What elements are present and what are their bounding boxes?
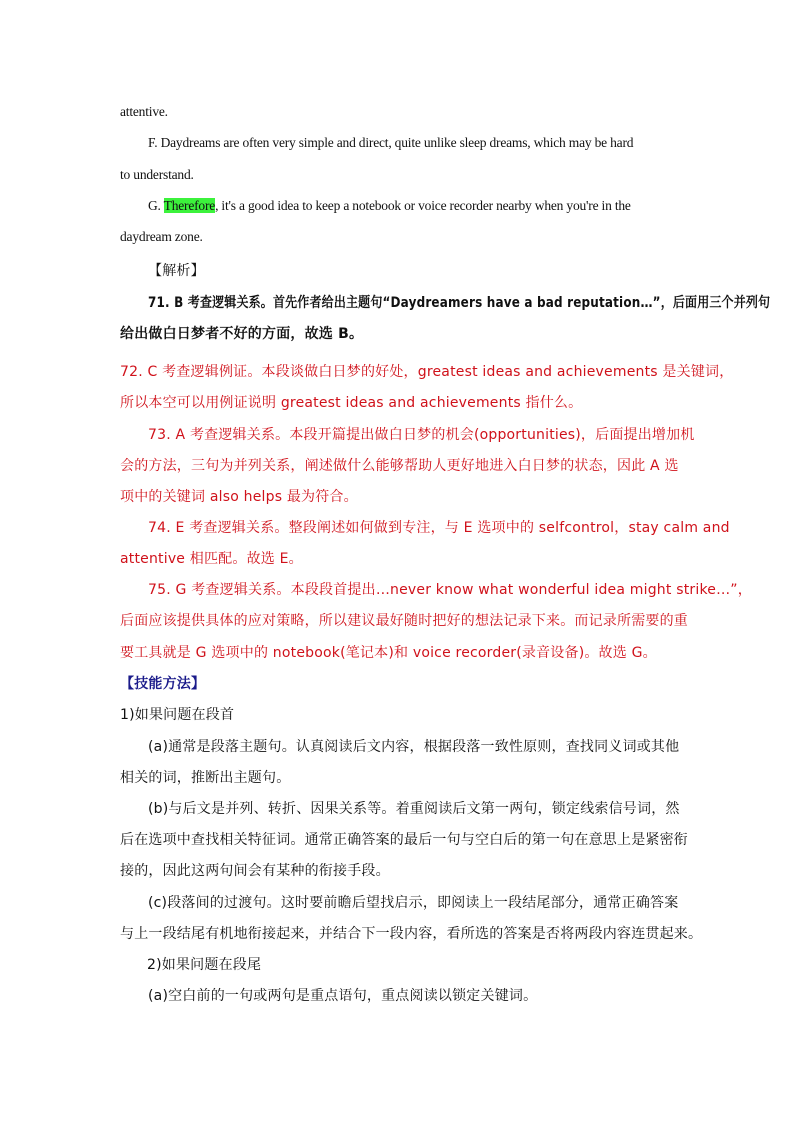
option-g-line1	[148, 196, 631, 216]
option-g-rest: , it's a good idea to keep a notebook or voice recorder nearby when you're in the	[215, 198, 631, 213]
skills-a-line1: (a)通常是段落主题句。认真阅读后文内容，根据段落一致性原则，查找同义词或其他	[148, 739, 680, 755]
option-g-line2: daydream zone.	[120, 229, 203, 244]
option-f-line1: F. Daydreams are often very simple and direct, quite unlike sleep dreams, which may be hard	[148, 135, 634, 150]
answer-73-line3: 项中的关键词 also helps 最为符合。	[120, 489, 358, 505]
skills-b-line3: 接的，因此这两句间会有某种的衔接手段。	[120, 863, 390, 879]
skills-point1-title: 1)如果问题在段首	[120, 707, 235, 723]
option-f-line2: to understand.	[120, 167, 194, 182]
answer-71-line2: 给出做白日梦者不好的方面，故选 B。	[120, 326, 364, 342]
analysis-heading: 【解析】	[148, 263, 205, 279]
answer-75-line2: 后面应该提供具体的应对策略，所以建议最好随时把好的想法记录下来。而记录所需要的重	[120, 613, 688, 629]
option-e-tail: attentive.	[120, 104, 168, 119]
skills-heading: 【技能方法】	[120, 676, 206, 692]
option-g-prefix: G.	[148, 198, 164, 213]
skills-a-line2: 相关的词，推断出主题句。	[120, 770, 291, 786]
skills-b-line1: (b)与后文是并列、转折、因果关系等。着重阅读后文第一两句，锁定线索信号词，然	[148, 801, 680, 817]
skills-c-line2: 与上一段结尾有机地衔接起来，并结合下一段内容，看所选的答案是否将两段内容连贯起来。	[120, 926, 703, 942]
answer-75-line1: 75. G 考查逻辑关系。本段段首提出…never know what wonderful idea might strike…”，	[148, 582, 752, 598]
answer-73-line2: 会的方法，三句为并列关系，阐述做什么能够帮助人更好地进入白日梦的状态，因此 A 选	[120, 458, 679, 474]
answer-72-line1: 72. C 考查逻辑例证。本段谈做白日梦的好处，greatest ideas and achievements 是关键词，	[120, 364, 734, 380]
skills-b-line2: 后在选项中查找相关特征词。通常正确答案的最后一句与空白后的第一句在意思上是紧密衔	[120, 832, 688, 848]
answer-71-line1: 71. B 考查逻辑关系。首先作者给出主题句“Daydreamers have a bad reputation…”，后面用三个并列句	[148, 295, 771, 311]
skills-point2-title: 2)如果问题在段尾	[147, 957, 262, 973]
answer-74-line1: 74. E 考查逻辑关系。整段阐述如何做到专注，与 E 选项中的 selfcontrol，stay calm and	[148, 520, 730, 536]
skills-point2-a-line1: (a)空白前的一句或两句是重点语句，重点阅读以锁定关键词。	[148, 988, 538, 1004]
answer-73-line1: 73. A 考查逻辑关系。本段开篇提出做白日梦的机会(opportunities)，后面提出增加机	[148, 427, 695, 443]
answer-74-line2: attentive 相匹配。故选 E。	[120, 551, 303, 567]
skills-c-line1: (c)段落间的过渡句。这时要前瞻后望找启示，即阅读上一段结尾部分，通常正确答案	[148, 895, 679, 911]
answer-72-line2: 所以本空可以用例证说明 greatest ideas and achievements 指什么。	[120, 395, 583, 411]
highlighted-word: Therefore	[163, 198, 216, 213]
answer-75-line3: 要工具就是 G 选项中的 notebook(笔记本)和 voice recorder(录音设备)。故选 G。	[120, 645, 657, 661]
